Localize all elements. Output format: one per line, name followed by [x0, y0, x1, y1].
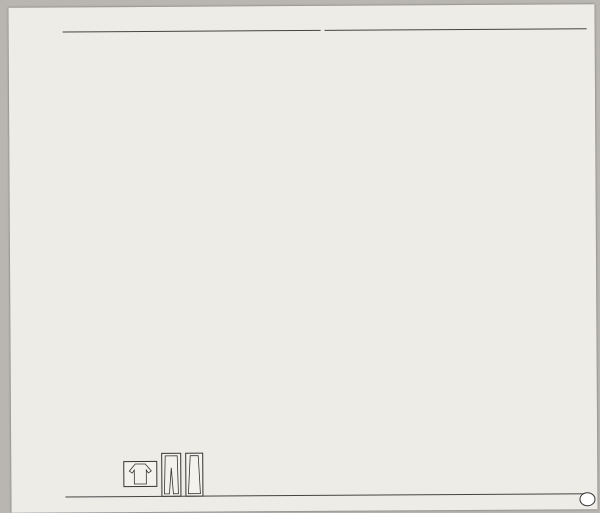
skirt-illustration: [185, 453, 203, 497]
fr-measurements-column: [8, 4, 594, 8]
top-illustration: [123, 461, 157, 487]
side-imprint: [17, 28, 29, 418]
pants-illustration: [161, 453, 181, 497]
en-measurements-column: [8, 4, 594, 8]
pattern-envelope-back: [8, 4, 597, 513]
mx-logo: [579, 492, 595, 506]
